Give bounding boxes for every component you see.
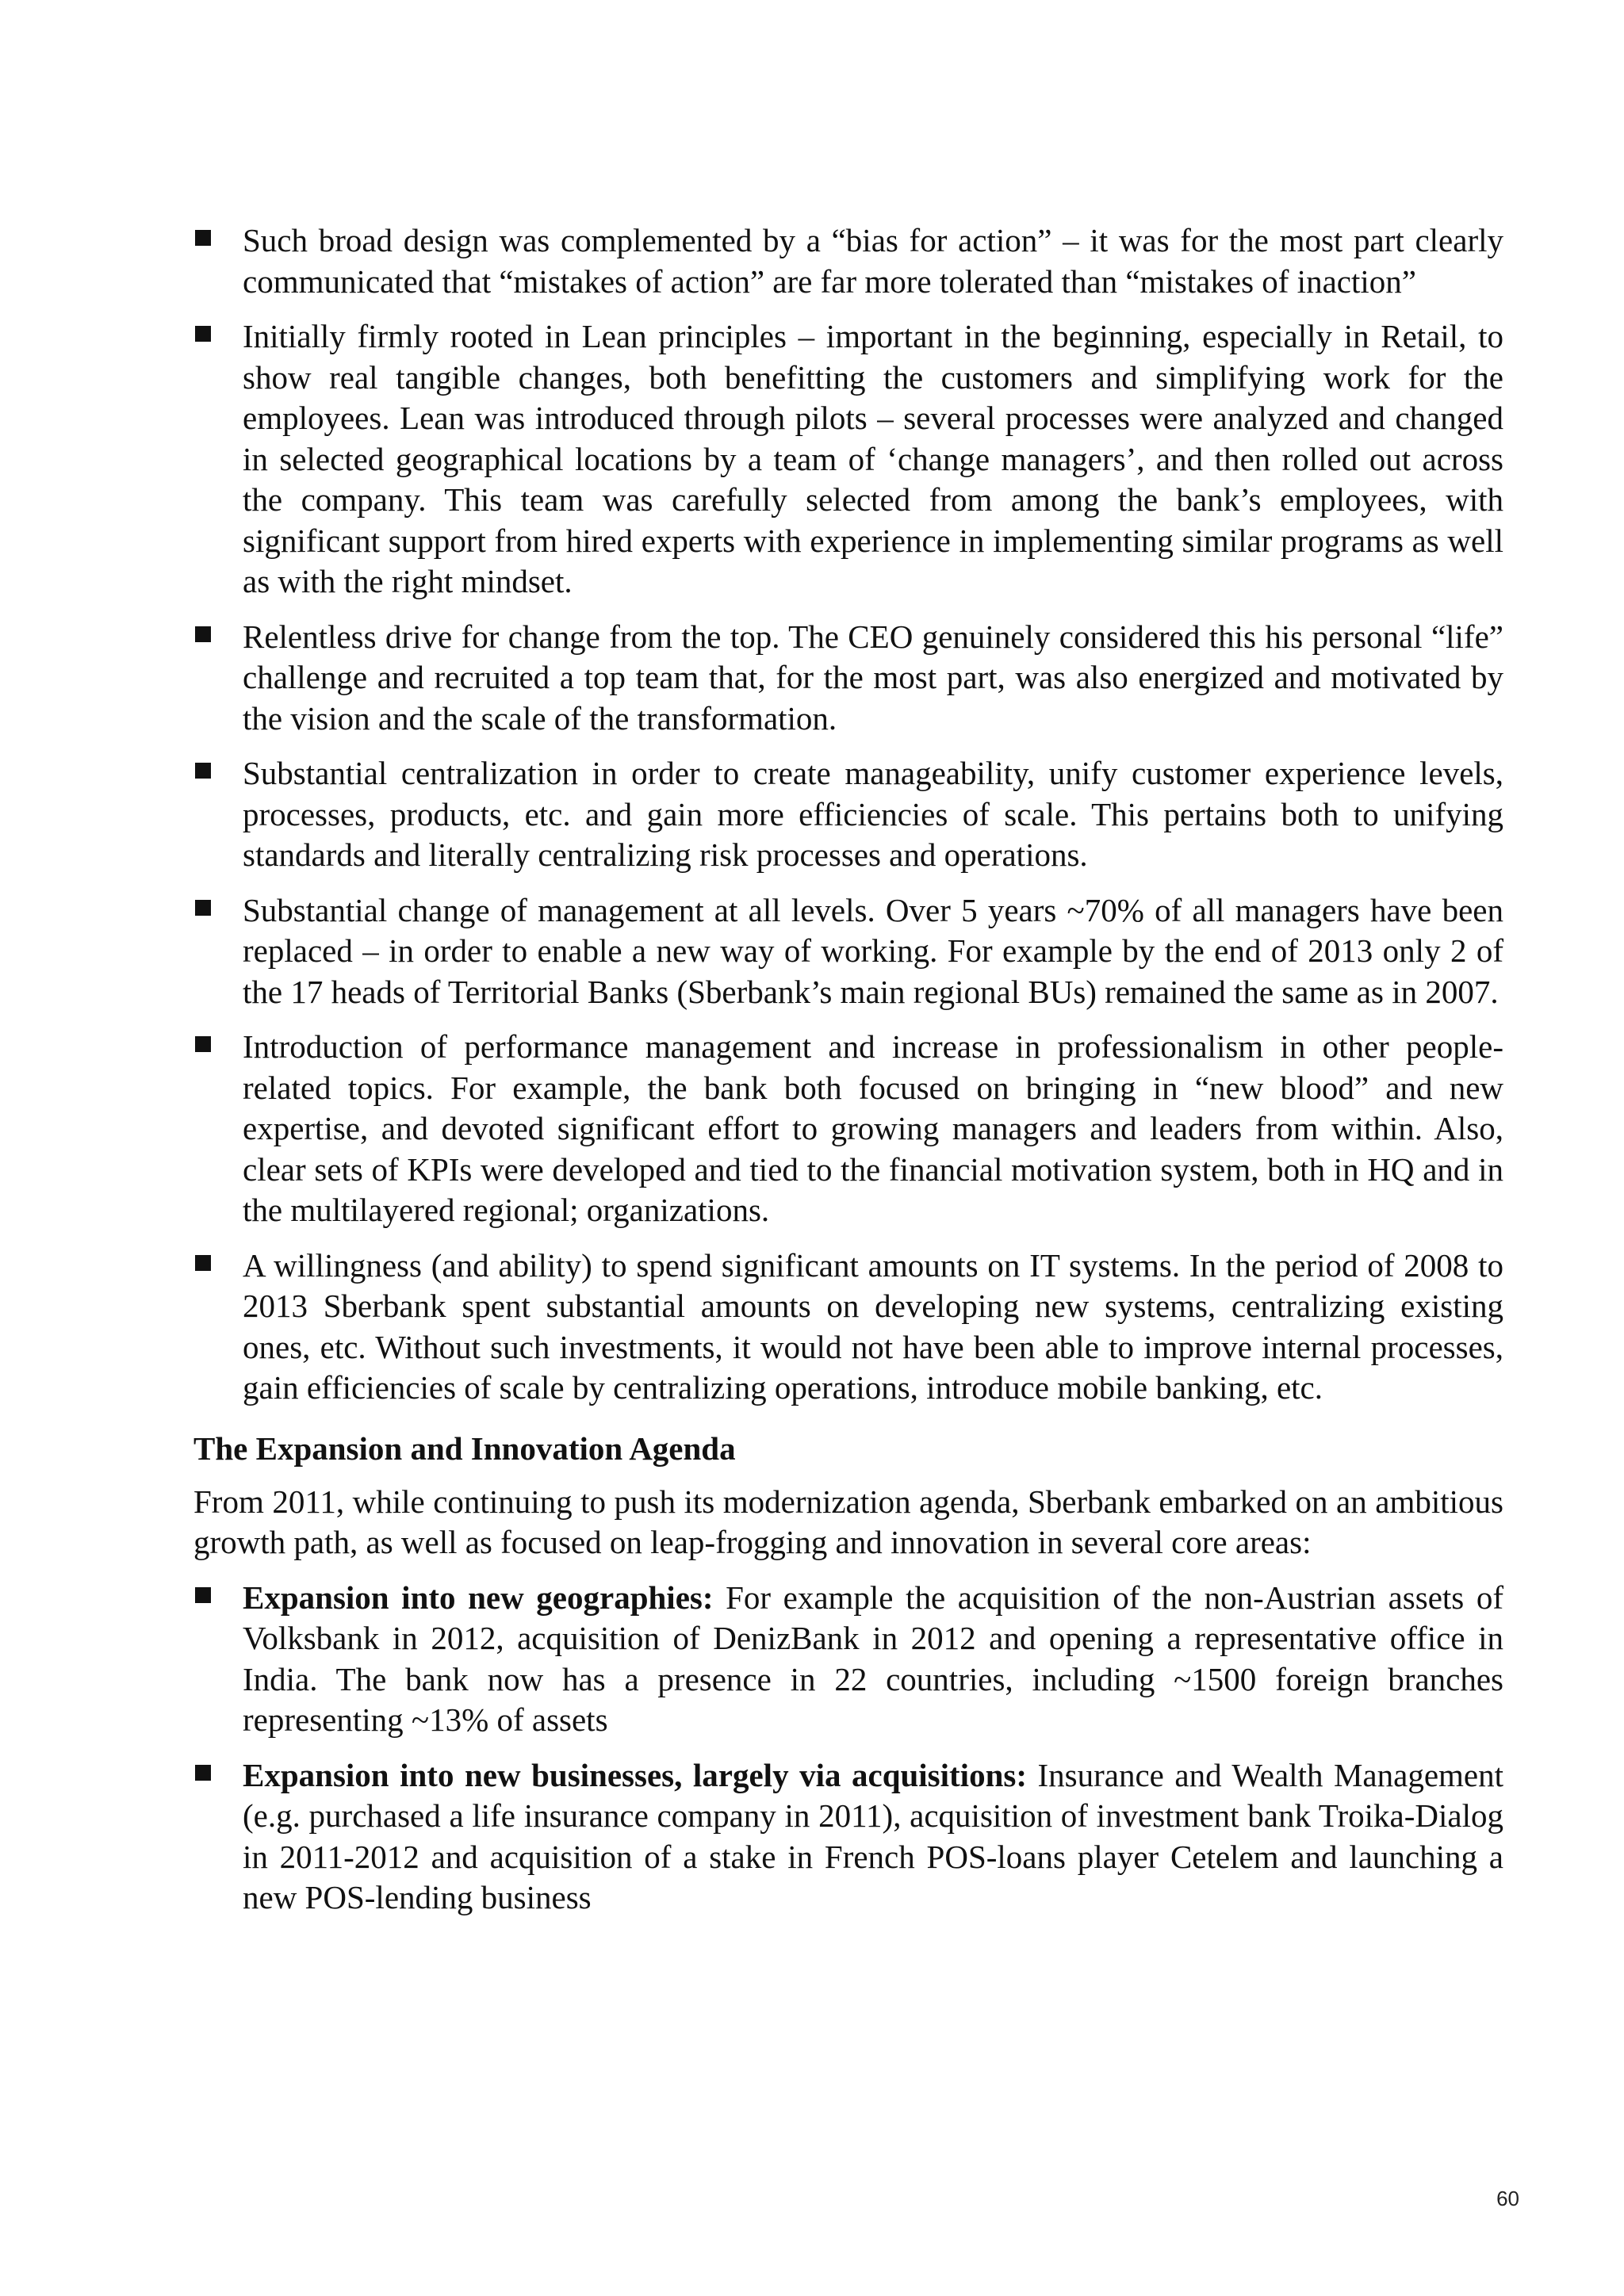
square-bullet-icon	[195, 626, 211, 642]
bullet-list-top	[193, 220, 1503, 1409]
bullet-lead: Expansion into new geographies:	[243, 1578, 714, 1616]
list-item	[193, 617, 1503, 740]
bullet-lead: Expansion into new businesses, largely via acquisitions:	[243, 1756, 1027, 1793]
list-item	[193, 1027, 1503, 1231]
square-bullet-icon	[195, 1765, 211, 1781]
list-item	[193, 1578, 1503, 1741]
bullet-text: A willingness (and ability) to spend significant amounts on IT systems. In the period of 2008 to 2013 Sberbank spent substantial amounts on developing new systems, centralizing existing ones, etc. Without such investments, it would not have been able to improve internal processes, gain efficiencies of scale by centralizing operations, introduce mobile banking, etc.	[243, 1246, 1503, 1406]
square-bullet-icon	[195, 900, 211, 916]
bullet-text: Substantial change of management at all levels. Over 5 years ~70% of all managers have been replaced – in order to enable a new way of working. For example by the end of 2013 only 2 of the 17 heads of Territorial Banks (Sberbank’s main regional BUs) remained the same as in 2007.	[243, 891, 1503, 1010]
page-content	[193, 220, 1503, 1933]
page-number: 60	[1496, 2187, 1519, 2210]
list-item	[193, 753, 1503, 876]
square-bullet-icon	[195, 230, 211, 246]
bullet-text: Such broad design was complemented by a “bias for action” – it was for the most part clearly communicated that “mistakes of action” are far more tolerated than “mistakes of inaction”	[243, 222, 1503, 300]
list-item	[193, 220, 1503, 302]
square-bullet-icon	[195, 763, 211, 779]
bullet-text: For example the acquisition of the non-Austrian assets of Volksbank in 2012, acquisition of DenizBank in 2012 and opening a representative office in India. The bank now has a presence in 22 countries, including ~1500 foreign branches representing ~13% of assets	[243, 1578, 1503, 1738]
list-item	[193, 1246, 1503, 1409]
bullet-text: Insurance and Wealth Management (e.g. purchased a life insurance company in 2011), acquisition of investment bank Troika-Dialog in 2011-2012 and acquisition of a stake in French POS-loans player Cetelem and launching a new POS-lending business	[243, 1756, 1504, 1915]
list-item	[193, 1755, 1503, 1919]
bullet-text: Substantial centralization in order to create manageability, unify customer experience levels, processes, products, etc. and gain more efficiencies of scale. This pertains both to unifying standards and literally centralizing risk processes and operations.	[243, 755, 1503, 873]
list-item	[193, 890, 1503, 1013]
square-bullet-icon	[195, 1587, 211, 1603]
section-intro: From 2011, while continuing to push its modernization agenda, Sberbank embarked on an ambitious growth path, as well as focused on leap-frogging and innovation in several core areas:	[193, 1483, 1503, 1560]
bullet-text: Relentless drive for change from the top. The CEO genuinely considered this his personal “life” challenge and recruited a top team that, for the most part, was also energized and motivated by the vision and the scale of the transformation.	[243, 618, 1503, 737]
square-bullet-icon	[195, 326, 211, 342]
list-item	[193, 316, 1503, 603]
square-bullet-icon	[195, 1036, 211, 1052]
square-bullet-icon	[195, 1255, 211, 1271]
bullet-text: Introduction of performance management and increase in professionalism in other people-related topics. For example, the bank both focused on bringing in “new blood” and new expertise, and devoted significant effort to growing managers and leaders from within. Also, clear sets of KPIs were developed and tied to the financial motivation system, both in HQ and in the multilayered regional; organizations.	[243, 1028, 1503, 1228]
section-heading: The Expansion and Innovation Agenda	[193, 1429, 736, 1467]
bullet-list-bottom	[193, 1578, 1503, 1919]
bullet-text: Initially firmly rooted in Lean principles – important in the beginning, especially in Retail, to show real tangible changes, both benefitting the customers and simplifying work for the employees. Lean was introduced through pilots – several processes were analyzed and changed in selected geographical locations by a team of ‘change managers’, and then rolled out across the company. This team was carefully selected from among the bank’s employees, with significant support from hired experts with experience in implementing similar programs as well as with the right mindset.	[243, 318, 1503, 599]
